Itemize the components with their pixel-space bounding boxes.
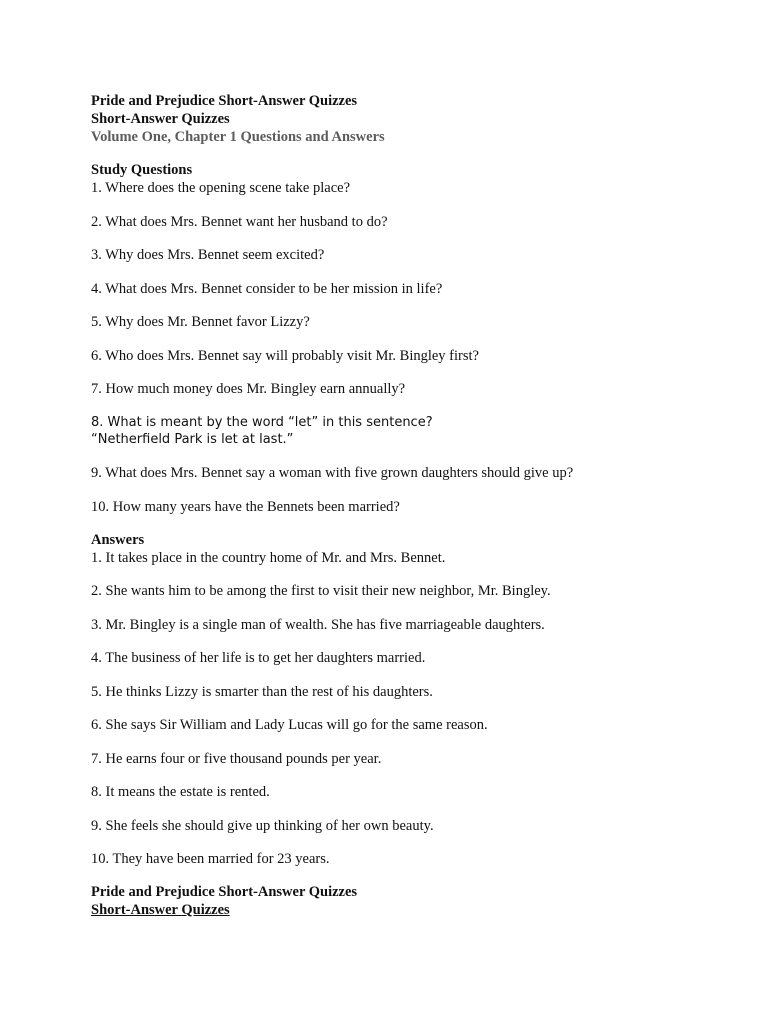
- document-title: Pride and Prejudice Short-Answer Quizzes: [91, 93, 358, 109]
- question-3: 3. Why does Mrs. Bennet seem excited?: [91, 247, 325, 263]
- question-10: 10. How many years have the Bennets been married?: [91, 498, 400, 515]
- answer-2: 2. She wants him to be among the first to visit their new neighbor, Mr. Bingley.: [91, 583, 551, 599]
- answer-10: 10. They have been married for 23 years.: [91, 851, 330, 867]
- question-9: 9. What does Mrs. Bennet say a woman with five grown daughters should give up?: [91, 465, 574, 481]
- answer-9: 9. She feels she should give up thinking of her own beauty.: [91, 817, 434, 834]
- answer-1: 1. It takes place in the country home of Mr. and Mrs. Bennet.: [91, 549, 446, 566]
- answer-8: 8. It means the estate is rented.: [91, 784, 270, 800]
- answer-3: 3. Mr. Bingley is a single man of wealth. She has five marriageable daughters.: [91, 616, 545, 633]
- question-8-line-1: 8. What is meant by the word “let” in this sentence?: [91, 414, 433, 430]
- question-8-line-2: “Netherfield Park is let at last.”: [91, 432, 294, 447]
- question-5: 5. Why does Mr. Bennet favor Lizzy?: [91, 314, 310, 330]
- answer-5: 5. He thinks Lizzy is smarter than the rest of his daughters.: [91, 683, 433, 700]
- short-answer-quizzes-link[interactable]: Short-Answer Quizzes: [91, 902, 230, 918]
- chapter-heading: Volume One, Chapter 1 Questions and Answers: [91, 129, 385, 145]
- answer-6: 6. She says Sir William and Lady Lucas will go for the same reason.: [91, 717, 488, 733]
- answer-4: 4. The business of her life is to get her daughters married.: [91, 650, 426, 666]
- question-7: 7. How much money does Mr. Bingley earn annually?: [91, 381, 406, 397]
- question-4: 4. What does Mrs. Bennet consider to be her mission in life?: [91, 280, 443, 297]
- answer-7: 7. He earns four or five thousand pounds per year.: [91, 750, 382, 767]
- study-questions-heading: Study Questions: [91, 162, 193, 178]
- question-6: 6. Who does Mrs. Bennet say will probably visit Mr. Bingley first?: [91, 347, 479, 364]
- question-2: 2. What does Mrs. Bennet want her husband to do?: [91, 213, 388, 230]
- question-1: 1. Where does the opening scene take place?: [91, 180, 351, 196]
- footer-title: Pride and Prejudice Short-Answer Quizzes: [91, 884, 358, 900]
- answers-heading: Answers: [91, 531, 145, 548]
- document-subtitle: Short-Answer Quizzes: [91, 111, 230, 127]
- document-page: [91, 92, 731, 919]
